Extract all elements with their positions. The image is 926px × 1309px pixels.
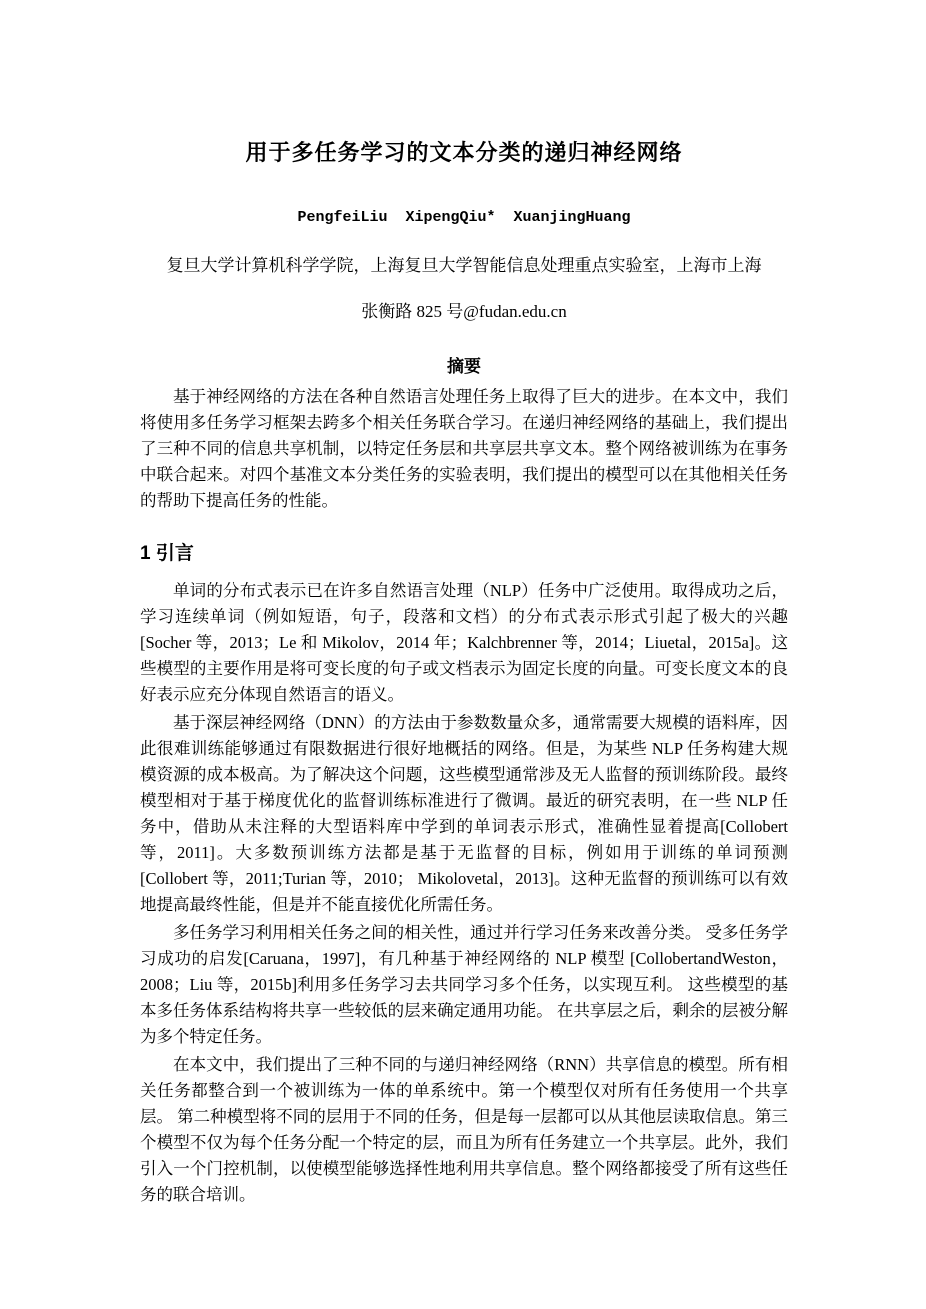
abstract-heading: 摘要 [447, 357, 481, 376]
section-heading-introduction: 1 引言 [140, 543, 194, 564]
authors-line: PengfeiLiu XipengQiu* XuanjingHuang [297, 209, 631, 226]
introduction-paragraph-1: 单词的分布式表示已在许多自然语言处理（NLP）任务中广泛使用。取得成功之后，学习连续单词（例如短语，句子，段落和文档）的分布式表示形式引起了极大的兴趣[Socher 等，2013；Le 和 Mikolov，2014 年；Kalchbrenner 等，2014；Liuetal，2015a]。这些模型的主要作用是将可变长度的句子或文档表示为固定长度的向量。可变长度文本的良好表示应充分体现自然语言的语义。 [140, 581, 788, 704]
affiliation-line-2: 张衡路 825 号@fudan.edu.cn [361, 302, 567, 321]
affiliation-line-1: 复旦大学计算机科学学院，上海复旦大学智能信息处理重点实验室，上海市上海 [166, 256, 762, 275]
abstract-text: 基于神经网络的方法在各种自然语言处理任务上取得了巨大的进步。在本文中，我们将使用多任务学习框架去跨多个相关任务联合学习。在递归神经网络的基础上，我们提出了三种不同的信息共享机制，以特定任务层和共享层共享文本。整个网络被训练为在事务中联合起来。对四个基准文本分类任务的实验表明，我们提出的模型可以在其他相关任务的帮助下提高任务的性能。 [140, 387, 788, 510]
introduction-paragraph-4: 在本文中，我们提出了三种不同的与递归神经网络（RNN）共享信息的模型。所有相关任务都整合到一个被训练为一体的单系统中。第一个模型仅对所有任务使用一个共享层。 第二种模型将不同的层用于不同的任务，但是每一层都可以从其他层读取信息。第三个模型不仅为每个任务分配一个特定的层，而且为所有任务建立一个共享层。此外，我们引入一个门控机制，以使模型能够选择性地利用共享信息。整个网络都接受了所有这些任务的联合培训。 [140, 1055, 788, 1204]
introduction-paragraph-3: 多任务学习利用相关任务之间的相关性，通过并行学习任务来改善分类。 受多任务学习成功的启发[Caruana，1997]，有几种基于神经网络的 NLP 模型 [CollobertandWeston，2008；Liu 等，2015b]利用多任务学习去共同学习多个任务，以实现互利。 这些模型的基本多任务体系结构将共享一些较低的层来确定通用功能。 在共享层之后，剩余的层被分解为多个特定任务。 [140, 923, 788, 1046]
paper-title: 用于多任务学习的文本分类的递归神经网络 [245, 140, 683, 165]
introduction-paragraph-2: 基于深层神经网络（DNN）的方法由于参数数量众多，通常需要大规模的语料库，因此很难训练能够通过有限数据进行很好地概括的网络。但是，为某些 NLP 任务构建大规模资源的成本极高。为了解决这个问题，这些模型通常涉及无人监督的预训练阶段。最终模型相对于基于梯度优化的监督训练标准进行了微调。最近的研究表明，在一些 NLP 任务中，借助从未注释的大型语料库中学到的单词表示形式，准确性显着提高[Collobert 等，2011]。大多数预训练方法都是基于无监督的目标，例如用于训练的单词预测[Collobert 等，2011;Turian 等，2010； Mikolovetal，2013]。这种无监督的预训练可以有效地提高最终性能，但是并不能直接优化所需任务。 [140, 713, 788, 914]
